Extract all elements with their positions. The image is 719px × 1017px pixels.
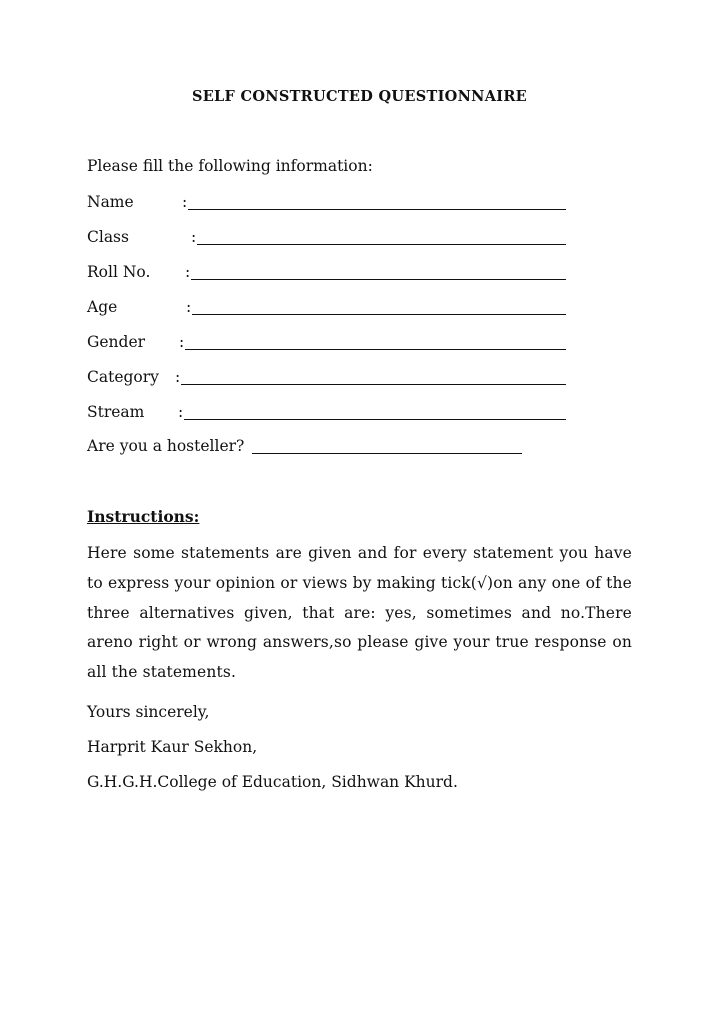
field-colon: : (175, 368, 181, 386)
field-label: Name (87, 193, 134, 211)
name-blank-line[interactable] (188, 209, 566, 210)
roll-no-blank-line[interactable] (191, 279, 566, 280)
hosteller-blank-line[interactable] (252, 453, 522, 454)
gender-blank-line[interactable] (185, 349, 566, 350)
stream-blank-line[interactable] (184, 419, 566, 420)
page-title: SELF CONSTRUCTED QUESTIONNAIRE (191, 88, 528, 105)
field-gender (87, 333, 567, 355)
class-blank-line[interactable] (197, 244, 566, 245)
field-colon: : (179, 333, 185, 351)
field-age (87, 298, 567, 320)
hosteller-question: Are you a hosteller? (87, 437, 245, 455)
field-label: Age (87, 298, 118, 316)
closing-salutation: Yours sincerely, (87, 703, 210, 721)
author-name: Harprit Kaur Sekhon, (87, 738, 258, 756)
instructions-heading: Instructions: (87, 507, 200, 526)
field-name (87, 193, 567, 215)
field-colon: : (182, 193, 188, 211)
field-colon: : (186, 298, 192, 316)
field-label: Class (87, 228, 129, 246)
field-colon: : (191, 228, 197, 246)
intro-text: Please fill the following information: (87, 157, 373, 175)
institution-name: G.H.G.H.College of Education, Sidhwan Khurd. (87, 773, 458, 791)
field-label: Category (87, 368, 159, 386)
field-class (87, 228, 567, 250)
field-label: Stream (87, 403, 145, 421)
instructions-text: Here some statements are given and for every statement you have to express your opinion or views by making tick(√)on any one of the three alternatives given, that are: yes, sometimes and no.There areno right or wrong answers,so please give your true response on all the statements. (87, 544, 632, 682)
field-roll-no (87, 263, 567, 285)
field-colon: : (185, 263, 191, 281)
field-colon: : (178, 403, 184, 421)
field-label: Gender (87, 333, 146, 351)
field-category (87, 368, 567, 390)
age-blank-line[interactable] (192, 314, 566, 315)
category-blank-line[interactable] (181, 384, 566, 385)
field-label: Roll No. (87, 263, 151, 281)
field-stream (87, 403, 567, 425)
